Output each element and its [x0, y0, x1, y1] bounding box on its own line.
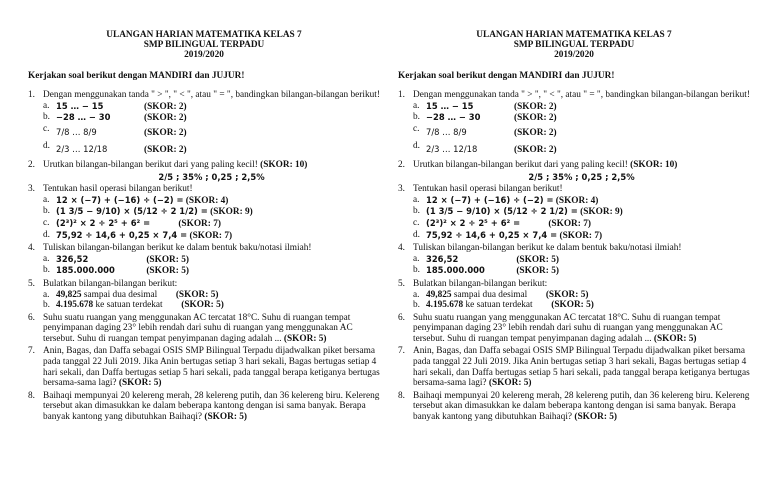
sub-letter: d. [43, 140, 50, 151]
score-label: (SKOR: 4) [185, 195, 229, 206]
sub-item [43, 112, 380, 124]
score-label: (SKOR: 7) [189, 230, 233, 241]
sub-item [413, 101, 750, 113]
sub-letter: d. [43, 229, 50, 240]
sub-expression: 2/3 … 12/18 [56, 143, 108, 154]
question-number: 2. [28, 159, 35, 170]
question-6 [28, 313, 380, 345]
question-text: Anin, Bagas, dan Daffa sebagai OSIS SMP Bilingual Terpadu dijadwalkan piket bersama pada tanggal 22 Juli 2019. Jika Anin bertugas setiap 3 hari sekali, Bagas bertugas setiap 4 hari sekali, dan Daffa bertugas setiap 5 hari sekali, pada tanggal berapa ketiganya bertugas bersama-sama lagi? [413, 346, 750, 389]
header-title: ULANGAN HARIAN MATEMATIKA KELAS 7 [476, 30, 672, 40]
instruction: Kerjakan soal berikut dengan MANDIRI dan JUJUR! [398, 70, 615, 81]
question-number: 1. [28, 90, 35, 101]
sub-item [413, 141, 750, 158]
score-label: (SKOR: 5) [516, 266, 559, 277]
score-label: (SKOR: 5) [283, 333, 327, 344]
sub-letter: a. [43, 253, 50, 264]
sub-letter: c. [43, 123, 50, 134]
sub-number: 4.195.678 [426, 300, 464, 311]
sub-expression: 75,92 ÷ 14,6 + 0,25 × 7,4 = [56, 229, 188, 240]
score-label: (SKOR: 2) [144, 113, 187, 124]
question-5 [28, 279, 380, 311]
score-label: (SKOR: 10) [260, 159, 308, 170]
sub-expression: 75,92 ÷ 14,6 + 0,25 × 7,4 = [426, 229, 558, 240]
sub-item [413, 206, 750, 218]
score-label: (SKOR: 5) [175, 289, 219, 300]
score-label: (SKOR: 5) [181, 300, 224, 311]
sub-letter: c. [413, 217, 420, 228]
question-number: 4. [398, 243, 405, 254]
sub-item [43, 254, 380, 266]
question-text: Urutkan bilangan-bilangan berikut dari yang paling kecil! [43, 159, 261, 170]
numbers-to-order: 2/5 ; 35% ; 0,25 ; 2,5% [528, 171, 635, 182]
question-number: 2. [398, 159, 405, 170]
sub-expression: 326,52 [426, 253, 459, 264]
header [28, 30, 380, 61]
sub-letter: c. [43, 217, 50, 228]
score-label: (SKOR: 5) [118, 378, 162, 389]
worksheet-column-left [28, 30, 380, 423]
question-text: Bulatkan bilangan-bilangan berikut: [43, 278, 178, 289]
question-3 [28, 184, 380, 241]
sub-expression: −28 … − 30 [56, 112, 111, 123]
sub-letter: b. [43, 206, 50, 217]
worksheet-column-right [398, 30, 750, 423]
question-4 [398, 243, 750, 277]
sub-item [43, 230, 380, 242]
question-2 [28, 160, 380, 182]
header-school: SMP BILINGUAL TERPADU [513, 40, 635, 51]
sub-item [43, 195, 380, 207]
score-label: (SKOR: 7) [559, 230, 603, 241]
sub-letter: a. [413, 194, 420, 205]
sub-item [413, 254, 750, 266]
sub-item [413, 265, 750, 277]
sub-expression: 7/8 … 8/9 [426, 126, 467, 137]
sub-letter: a. [413, 253, 420, 264]
question-1 [398, 90, 750, 158]
question-6 [398, 313, 750, 345]
sub-letter: b. [43, 265, 50, 276]
sub-letter: a. [43, 194, 50, 205]
header-year: 2019/2020 [184, 50, 224, 61]
question-number: 8. [28, 390, 35, 401]
header-title: ULANGAN HARIAN MATEMATIKA KELAS 7 [106, 30, 302, 40]
header [398, 30, 750, 61]
question-number: 7. [28, 346, 35, 357]
question-number: 7. [398, 346, 405, 357]
question-number: 6. [28, 312, 35, 323]
score-label: (SKOR: 2) [144, 127, 187, 138]
score-label: (SKOR: 2) [514, 113, 557, 124]
sub-number: 49,825 [426, 289, 452, 300]
sub-letter: a. [413, 100, 420, 111]
score-label: (SKOR: 5) [516, 254, 559, 265]
header-year: 2019/2020 [554, 50, 594, 61]
sub-expression: 185.000.000 [56, 265, 115, 276]
sub-letter: a. [413, 289, 420, 300]
numbers-to-order: 2/5 ; 35% ; 0,25 ; 2,5% [158, 171, 265, 182]
sub-item [413, 300, 750, 311]
score-label: (SKOR: 5) [488, 378, 532, 389]
score-label: (SKOR: 9) [580, 207, 623, 218]
question-text: Baihaqi mempunyai 20 kelereng merah, 28 kelereng putih, dan 36 kelereng biru. Kelereng tersebut akan dimasukkan ke dalam beberapa kantong dengan isi sama banyak. Berapa banyak kantong yang dibutuhkan Baihaqi? [43, 390, 380, 423]
sub-item [43, 206, 380, 218]
score-label: (SKOR: 5) [574, 412, 617, 423]
sub-instruction: sampai dua desimal [451, 289, 528, 300]
question-number: 3. [398, 184, 405, 195]
sub-expression: 15 … − 15 [426, 100, 474, 111]
score-label: (SKOR: 5) [146, 254, 189, 265]
question-4 [28, 243, 380, 277]
sub-item [413, 124, 750, 141]
sub-expression: 15 … − 15 [56, 100, 104, 111]
sub-letter: c. [413, 123, 420, 134]
sub-expression: 7/8 … 8/9 [56, 126, 97, 137]
question-number: 5. [28, 278, 35, 289]
sub-expression: −28 … − 30 [426, 112, 481, 123]
question-5 [398, 279, 750, 311]
question-text: Suhu suatu ruangan yang menggunakan AC tercatat 18°C. Suhu di ruangan tempat penyimpanan daging 23° lebih rendah dari suhu di ruangan yang menggunakan AC tersebut. Suhu di ruangan tempat penyimpanan daging adalah ... [43, 312, 353, 344]
question-8 [28, 391, 380, 423]
score-label: (SKOR: 10) [630, 159, 678, 170]
question-text: Bulatkan bilangan-bilangan berikut: [413, 278, 548, 289]
sub-item [43, 124, 380, 141]
sub-letter: b. [43, 300, 50, 311]
sub-item [413, 218, 750, 230]
header-school: SMP BILINGUAL TERPADU [143, 40, 265, 51]
score-label: (SKOR: 4) [555, 195, 599, 206]
sub-letter: b. [413, 112, 420, 123]
sub-expression: 185.000.000 [426, 265, 485, 276]
score-label: (SKOR: 2) [514, 101, 557, 112]
sub-item [413, 112, 750, 124]
question-8 [398, 391, 750, 423]
sub-item [413, 290, 750, 301]
sub-item [43, 290, 380, 301]
sub-expression: 12 × (−7) + (−16) ÷ (−2) = [56, 194, 184, 205]
sub-letter: a. [43, 100, 50, 111]
sub-letter: b. [413, 206, 420, 217]
sub-letter: b. [413, 265, 420, 276]
score-label: (SKOR: 2) [144, 144, 187, 155]
sub-instruction: ke satuan terdekat [93, 300, 163, 311]
question-text: Baihaqi mempunyai 20 kelereng merah, 28 kelereng putih, dan 36 kelereng biru. Kelereng tersebut akan dimasukkan ke dalam beberapa kantong dengan isi sama banyak. Berapa banyak kantong yang dibutuhkan Baihaqi? [413, 390, 750, 423]
score-label: (SKOR: 5) [551, 300, 594, 311]
sub-expression: (2³)² × 2 ÷ 2⁵ + 6² = [56, 217, 151, 228]
sub-instruction: ke satuan terdekat [463, 300, 533, 311]
question-7 [398, 346, 750, 388]
question-1 [28, 90, 380, 158]
sub-number: 49,825 [56, 289, 82, 300]
question-text: Anin, Bagas, dan Daffa sebagai OSIS SMP Bilingual Terpadu dijadwalkan piket bersama pada tanggal 22 Juli 2019. Jika Anin bertugas setiap 3 hari sekali, Bagas bertugas setiap 4 hari sekali, dan Daffa bertugas setiap 5 hari sekali, pada tanggal berapa ketiganya bertugas bersama-sama lagi? [43, 346, 380, 389]
sub-item [43, 141, 380, 158]
score-label: (SKOR: 2) [514, 144, 557, 155]
question-text: Tuliskan bilangan-bilangan berikut ke dalam bentuk baku/notasi ilmiah! [43, 243, 312, 254]
sub-expression: (2³)² × 2 ÷ 2⁵ + 6² = [426, 217, 521, 228]
sub-expression: (1 3/5 − 9/10) × (5/12 ÷ 2 1/2) = [56, 206, 208, 217]
sub-letter: a. [43, 289, 50, 300]
sub-letter: b. [413, 300, 420, 311]
sub-letter: d. [413, 140, 420, 151]
sub-number: 4.195.678 [56, 300, 94, 311]
sub-item [413, 230, 750, 242]
question-text: Tuliskan bilangan-bilangan berikut ke dalam bentuk baku/notasi ilmiah! [413, 243, 682, 254]
question-text: Urutkan bilangan-bilangan berikut dari yang paling kecil! [413, 159, 631, 170]
sub-item [413, 195, 750, 207]
sub-letter: b. [43, 112, 50, 123]
question-3 [398, 184, 750, 241]
sub-letter: d. [413, 229, 420, 240]
score-label: (SKOR: 2) [144, 101, 187, 112]
question-number: 6. [398, 312, 405, 323]
score-label: (SKOR: 5) [204, 412, 247, 423]
instruction: Kerjakan soal berikut dengan MANDIRI dan JUJUR! [28, 70, 245, 81]
sub-expression: 2/3 … 12/18 [426, 143, 478, 154]
sub-item [43, 101, 380, 113]
question-text: Dengan menggunakan tanda " > ", " < ", atau " = ", bandingkan bilangan-bilangan berikut! [43, 90, 380, 101]
sub-item [43, 300, 380, 311]
question-text: Suhu suatu ruangan yang menggunakan AC tercatat 18°C. Suhu di ruangan tempat penyimpanan daging 23° lebih rendah dari suhu di ruangan yang menggunakan AC tersebut. Suhu di ruangan tempat penyimpanan daging adalah ... [413, 312, 723, 344]
question-text: Tentukan hasil operasi bilangan berikut! [413, 184, 563, 195]
score-label: (SKOR: 5) [653, 333, 697, 344]
score-label: (SKOR: 7) [548, 218, 591, 229]
question-7 [28, 346, 380, 388]
sub-instruction: sampai dua desimal [81, 289, 158, 300]
question-2 [398, 160, 750, 182]
question-number: 8. [398, 390, 405, 401]
question-text: Tentukan hasil operasi bilangan berikut! [43, 184, 193, 195]
score-label: (SKOR: 2) [514, 127, 557, 138]
sub-item [43, 218, 380, 230]
question-number: 5. [398, 278, 405, 289]
score-label: (SKOR: 5) [545, 289, 589, 300]
question-number: 4. [28, 243, 35, 254]
sub-expression: (1 3/5 − 9/10) × (5/12 ÷ 2 1/2) = [426, 206, 578, 217]
sub-expression: 12 × (−7) + (−16) ÷ (−2) = [426, 194, 554, 205]
sub-item [43, 265, 380, 277]
question-number: 3. [28, 184, 35, 195]
question-text: Dengan menggunakan tanda " > ", " < ", atau " = ", bandingkan bilangan-bilangan berikut! [413, 90, 750, 101]
sub-expression: 326,52 [56, 253, 89, 264]
score-label: (SKOR: 9) [210, 207, 253, 218]
score-label: (SKOR: 5) [146, 266, 189, 277]
score-label: (SKOR: 7) [178, 218, 221, 229]
question-number: 1. [398, 90, 405, 101]
